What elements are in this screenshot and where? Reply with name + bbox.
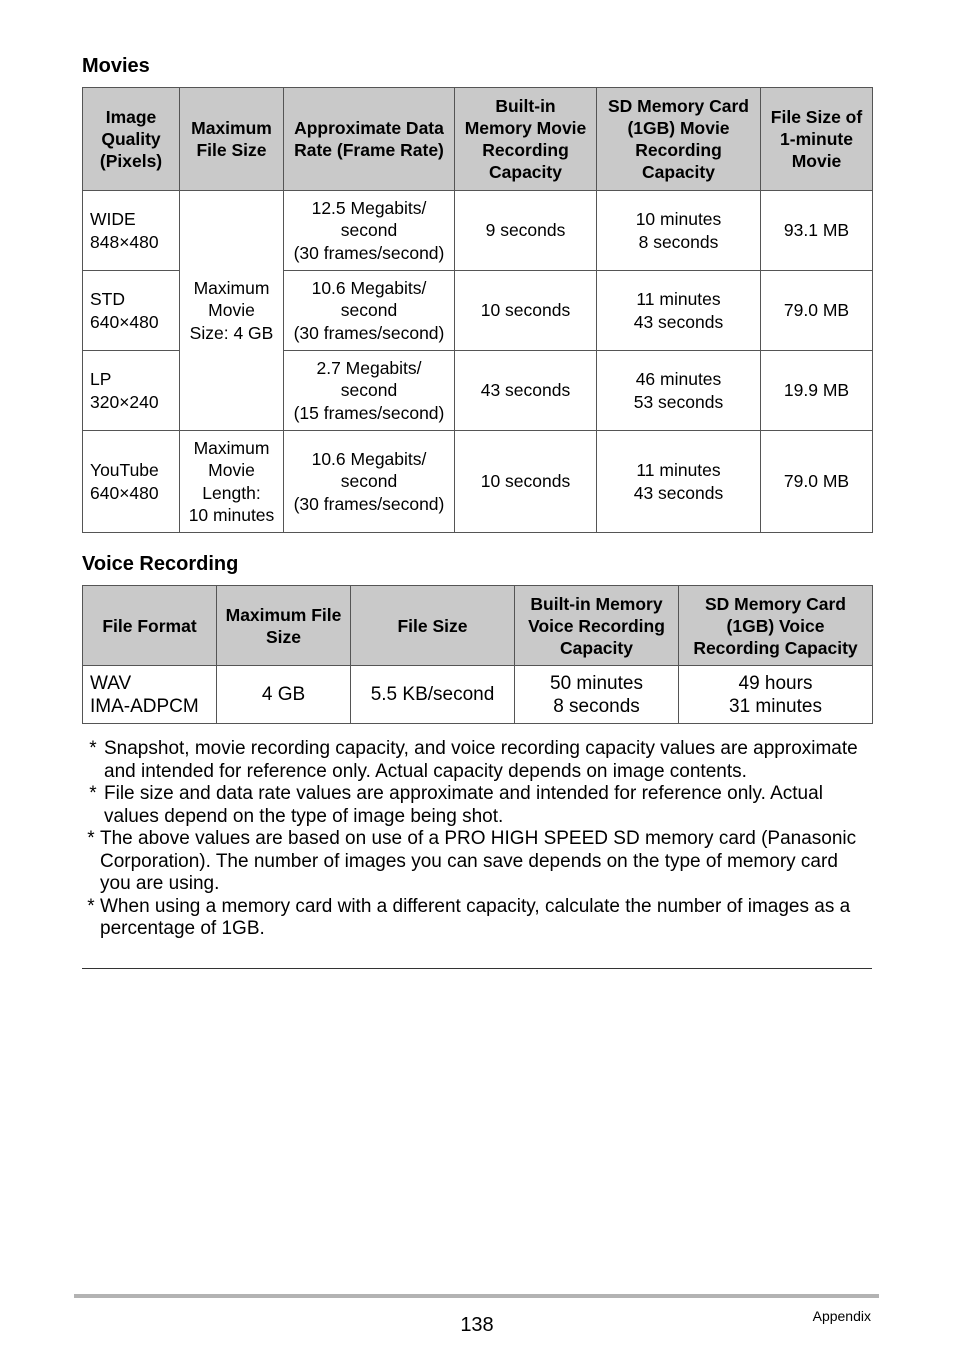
header-sd-voice-capacity: SD Memory Card (1GB) Voice Recording Capacity xyxy=(679,586,873,666)
footnote-text: Snapshot, movie recording capacity, and voice recording capacity values are approximate and intended for reference only. Actual capacity depends on image contents. xyxy=(104,738,858,782)
format-line: IMA-ADPCM xyxy=(90,695,199,717)
max-size-line: Size: 4 GB xyxy=(189,322,274,343)
sd-cell xyxy=(597,351,761,431)
max-length-line: Maximum xyxy=(193,437,270,458)
rate-line: 12.5 Megabits/ xyxy=(311,197,427,218)
rate-line: second xyxy=(340,220,398,241)
max-size-line: Movie xyxy=(208,300,255,321)
quality-cell xyxy=(83,351,180,431)
max-length-cell xyxy=(180,431,284,533)
footnote-text: When using a memory card with a different capacity, calculate the number of images as a percentage of 1GB. xyxy=(100,895,851,939)
section-name: Appendix xyxy=(812,1308,871,1324)
rate-cell xyxy=(284,191,455,271)
header-builtin-voice-capacity: Built-in Memory Voice Recording Capacity xyxy=(515,586,679,666)
max-size-shared-cell xyxy=(180,191,284,431)
quality-pixels: 320×240 xyxy=(90,391,159,412)
format-line: WAV xyxy=(90,672,132,694)
asterisk-mark: * xyxy=(87,828,95,849)
quality-pixels: 640×480 xyxy=(90,311,159,332)
table-row xyxy=(83,666,873,724)
quality-cell xyxy=(83,431,180,533)
voice-recording-table xyxy=(82,585,873,724)
quality-cell xyxy=(83,271,180,351)
builtin-voice-cell xyxy=(515,666,679,724)
max-length-line: Length: xyxy=(202,482,261,503)
header-maximum-file-size: Maximum File Size xyxy=(180,88,284,191)
sd-line: 53 seconds xyxy=(633,391,724,412)
footnote-text: The above values are based on use of a PRO HIGH SPEED SD memory card (Panasonic Corporation). The number of images you can save depends on the type of memory card you are using. xyxy=(100,828,857,894)
footnotes xyxy=(82,738,872,941)
voice-recording-heading: Voice Recording xyxy=(82,553,239,575)
header-one-minute-size: File Size of 1-minute Movie xyxy=(761,88,873,191)
table-row xyxy=(83,191,873,271)
sd-cell xyxy=(597,191,761,271)
rate-line: (30 frames/second) xyxy=(293,242,445,263)
section-divider xyxy=(82,968,872,969)
size-cell: 19.9 MB xyxy=(761,351,873,431)
footnote-text: File size and data rate values are approximate and intended for reference only. Actual values depend on the type of image being shot. xyxy=(104,783,823,827)
rate-line: (30 frames/second) xyxy=(293,322,445,343)
asterisk-mark: * xyxy=(89,783,97,804)
sd-voice-cell xyxy=(679,666,873,724)
footnote xyxy=(82,828,872,896)
movies-header-row xyxy=(83,88,873,191)
sd-cell xyxy=(597,271,761,351)
sd-line: 43 seconds xyxy=(633,311,724,332)
header-data-rate: Approximate Data Rate (Frame Rate) xyxy=(284,88,455,191)
sd-line: 8 seconds xyxy=(638,231,719,252)
footer-divider xyxy=(74,1294,879,1298)
sd-voice-line: 31 minutes xyxy=(729,695,822,717)
header-builtin-capacity: Built-in Memory Movie Recording Capacity xyxy=(455,88,597,191)
footnote xyxy=(82,738,872,783)
rate-line: 10.6 Megabits/ xyxy=(311,277,427,298)
header-file-format: File Format xyxy=(83,586,217,666)
movies-heading: Movies xyxy=(82,55,150,77)
builtin-cell: 10 seconds xyxy=(455,271,597,351)
movies-table xyxy=(82,87,873,533)
rate-cell xyxy=(284,431,455,533)
builtin-voice-line: 50 minutes xyxy=(550,672,643,694)
max-size-cell: 4 GB xyxy=(217,666,351,724)
quality-pixels: 640×480 xyxy=(90,482,159,503)
quality-pixels: 848×480 xyxy=(90,231,159,252)
page-number: 138 xyxy=(460,1314,494,1336)
max-size-line: Maximum xyxy=(193,277,270,298)
rate-line: second xyxy=(340,380,398,401)
header-file-size: File Size xyxy=(351,586,515,666)
size-cell: 79.0 MB xyxy=(761,271,873,351)
sd-line: 46 minutes xyxy=(635,369,722,389)
voice-header-row xyxy=(83,586,873,666)
size-cell: 93.1 MB xyxy=(761,191,873,271)
rate-line: second xyxy=(340,300,398,321)
header-sd-capacity: SD Memory Card (1GB) Movie Recording Capacity xyxy=(597,88,761,191)
max-length-line: Movie xyxy=(208,460,255,480)
builtin-cell: 43 seconds xyxy=(455,351,597,431)
sd-line: 43 seconds xyxy=(633,482,724,503)
quality-name: WIDE xyxy=(90,209,136,229)
quality-name: LP xyxy=(90,369,112,389)
rate-line: (15 frames/second) xyxy=(293,402,445,423)
footnote xyxy=(82,896,872,941)
quality-name: STD xyxy=(90,289,125,309)
max-length-line: 10 minutes xyxy=(188,505,275,525)
rate-line: second xyxy=(340,471,398,492)
asterisk-mark: * xyxy=(87,895,95,917)
file-size-cell: 5.5 KB/second xyxy=(351,666,515,724)
sd-line: 11 minutes xyxy=(636,289,721,309)
footnote xyxy=(82,783,872,828)
sd-voice-line: 49 hours xyxy=(738,672,813,694)
rate-cell xyxy=(284,271,455,351)
format-cell xyxy=(83,666,217,724)
sd-line: 10 minutes xyxy=(635,209,722,229)
rate-cell xyxy=(284,351,455,431)
header-image-quality: Image Quality (Pixels) xyxy=(83,88,180,191)
builtin-cell: 9 seconds xyxy=(455,191,597,271)
quality-name: YouTube xyxy=(90,460,159,480)
sd-line: 11 minutes xyxy=(636,460,721,480)
asterisk-mark: * xyxy=(89,738,97,759)
sd-cell xyxy=(597,431,761,533)
rate-line: (30 frames/second) xyxy=(293,493,445,514)
table-row xyxy=(83,431,873,533)
rate-line: 2.7 Megabits/ xyxy=(316,357,422,378)
rate-line: 10.6 Megabits/ xyxy=(311,448,427,469)
header-maximum-file-size: Maximum File Size xyxy=(217,586,351,666)
builtin-cell: 10 seconds xyxy=(455,431,597,533)
size-cell: 79.0 MB xyxy=(761,431,873,533)
builtin-voice-line: 8 seconds xyxy=(553,695,640,717)
quality-cell xyxy=(83,191,180,271)
